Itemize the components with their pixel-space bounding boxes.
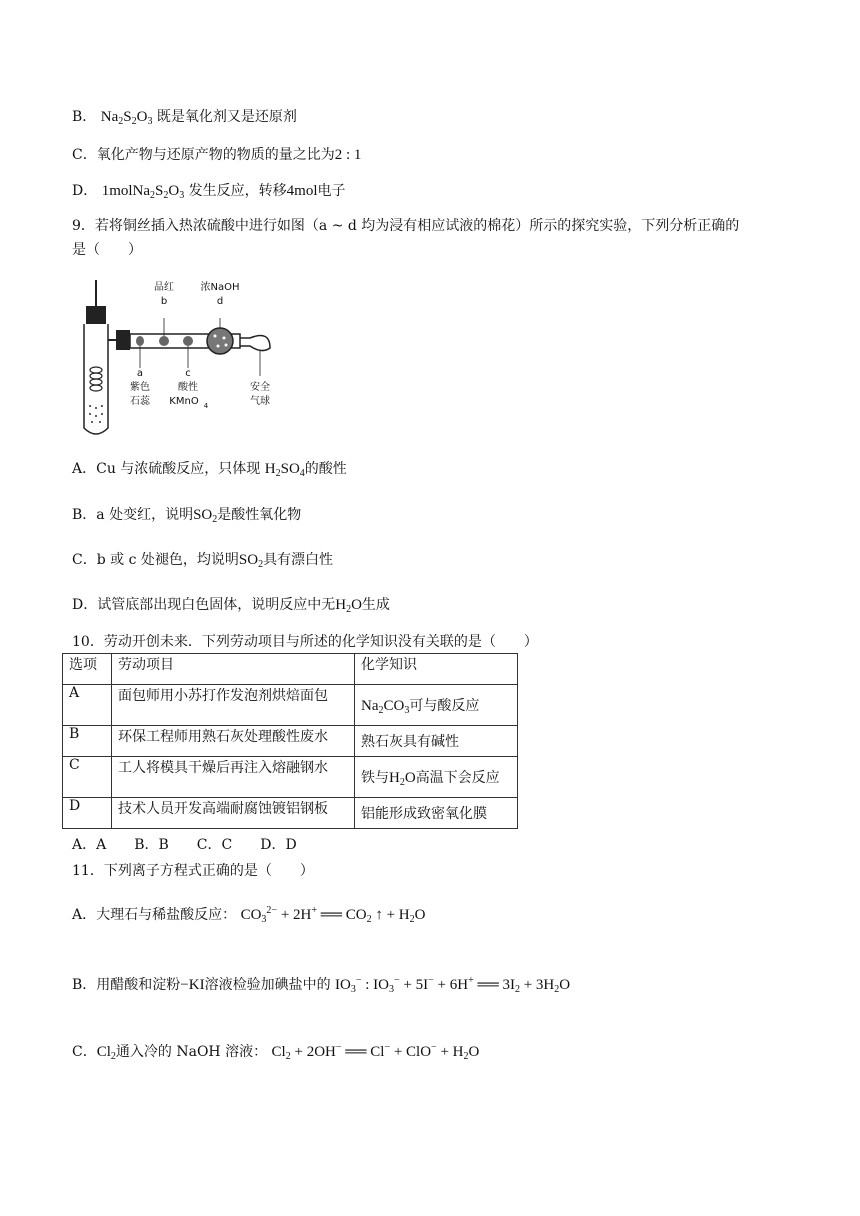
label-c2-sub: 4 — [203, 402, 209, 410]
table-header-row — [63, 654, 518, 685]
row-b-item: 环保工程师用熟石灰处理酸性废水 — [112, 726, 355, 757]
experiment-apparatus-diagram — [70, 278, 290, 440]
label-b: b — [160, 296, 168, 307]
table-row — [63, 685, 518, 726]
label-a2: 石蕊 — [130, 396, 150, 407]
row-c-knowledge: 铁与$H_2O$高温下会反应 — [355, 757, 518, 798]
row-c-option: C — [63, 757, 112, 798]
q11-stem: 11．下列离子方程式正确的是（ ） — [72, 863, 314, 879]
q10-choices: A．A B．B C．C D．D — [72, 837, 297, 853]
row-d-item: 技术人员开发高端耐腐蚀镀铝钢板 — [112, 798, 355, 829]
q8-option-c: C．氧化产物与还原产物的物质的量之比为2 : 1 — [72, 147, 362, 163]
label-e1: 安全 — [250, 382, 270, 393]
row-c-item: 工人将模具干燥后再注入熔融钢水 — [112, 757, 355, 798]
label-a1: 紫色 — [130, 382, 150, 393]
q11-option-b: B．用醋酸和淀粉−KI溶液检验加碘盐中的 $IO_3^-$ : $IO_3^- + 5I^- + 6H^+$ ══ $3I_2 + 3H_2O$ — [72, 975, 571, 995]
q11-option-a: A．大理石与稀盐酸反应： $CO_3^{2-} + 2H^+$ ══ $CO_2$ ↑ + $H_2O$ — [72, 905, 426, 925]
table-row — [63, 798, 518, 829]
label-naoh: 浓NaOH — [200, 282, 240, 293]
q9-option-d: D．试管底部出现白色固体，说明反应中无$H_2O$生成 — [72, 597, 390, 615]
row-d-knowledge: 铝能形成致密氧化膜 — [355, 798, 518, 829]
q9-option-a: A．Cu 与浓硫酸反应，只体现 $H_2SO_4$的酸性 — [72, 461, 347, 479]
label-pinhong: 品红 — [154, 282, 174, 293]
table-row — [63, 726, 518, 757]
q9-option-b: B．a 处变红，说明$SO_2$是酸性氧化物 — [72, 507, 302, 525]
q8-option-d: D． $1molNa_2S_2O_3$ 发生反应，转移4mol电子 — [72, 183, 346, 201]
header-labor-item: 劳动项目 — [112, 654, 355, 685]
label-c2: KMnO — [169, 396, 199, 407]
table-row — [63, 757, 518, 798]
row-a-knowledge: $Na_2CO_3$可与酸反应 — [355, 685, 518, 726]
header-option: 选项 — [63, 654, 112, 685]
q10-stem: 10．劳动开创未来．下列劳动项目与所述的化学知识没有关联的是（ ） — [72, 634, 538, 650]
label-c1: 酸性 — [178, 382, 198, 393]
q8-option-b: B． $Na_2S_2O_3$ 既是氧化剂又是还原剂 — [72, 109, 297, 127]
q11-option-c: C．$Cl_2$通入冷的 NaOH 溶液： $Cl_2 + 2OH^-$ ══ $Cl^- + ClO^- + H_2O$ — [72, 1042, 480, 1062]
row-b-option: B — [63, 726, 112, 757]
label-c: c — [185, 368, 191, 379]
label-d: d — [216, 296, 224, 307]
header-chem-knowledge: 化学知识 — [355, 654, 518, 685]
q10-table — [62, 653, 518, 829]
label-e2: 气球 — [250, 396, 270, 407]
q9-option-c: C．b 或 c 处褪色，均说明$SO_2$具有漂白性 — [72, 552, 334, 570]
row-d-option: D — [63, 798, 112, 829]
row-b-knowledge: 熟石灰具有碱性 — [355, 726, 518, 757]
row-a-option: A — [63, 685, 112, 726]
q9-stem: 9．若将铜丝插入热浓硫酸中进行如图（a ~ d 均为浸有相应试液的棉花）所示的探究实验，下列分析正确的 是（ ） — [72, 218, 740, 258]
label-a: a — [136, 368, 144, 379]
row-a-item: 面包师用小苏打作发泡剂烘焙面包 — [112, 685, 355, 726]
